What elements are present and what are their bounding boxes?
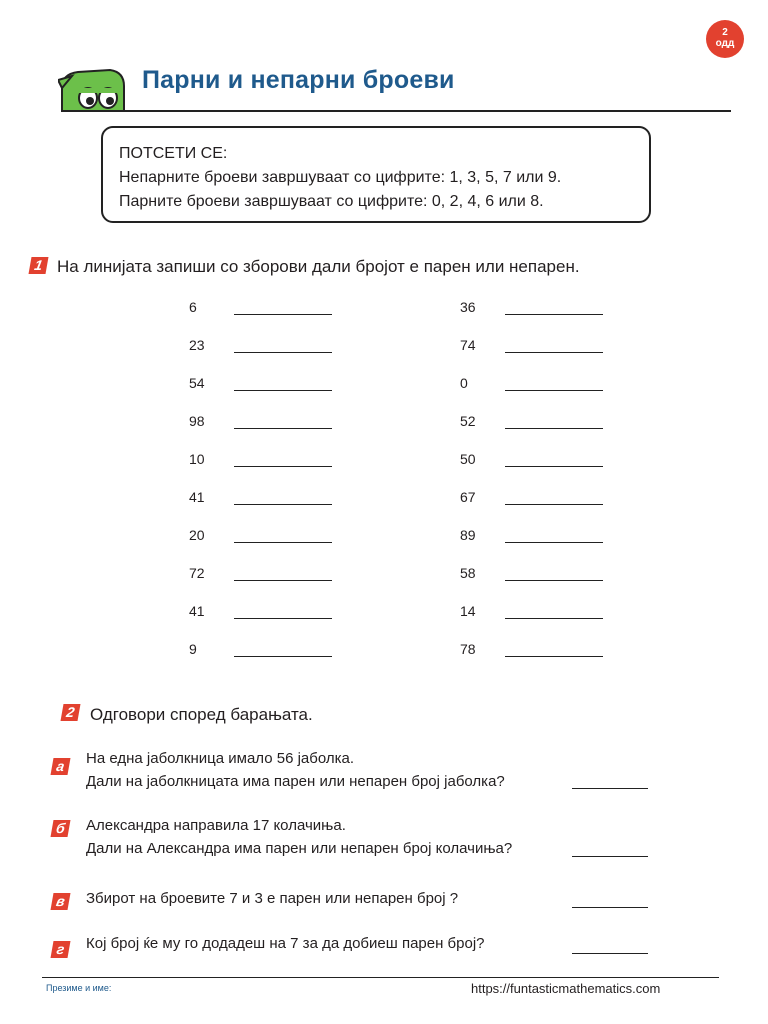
- answer-line-left-10[interactable]: [234, 656, 332, 657]
- number-left-7: 20: [189, 527, 205, 543]
- answer-line-right-2[interactable]: [505, 352, 603, 353]
- answer-line-left-9[interactable]: [234, 618, 332, 619]
- answer-line-left-6[interactable]: [234, 504, 332, 505]
- answer-line-left-7[interactable]: [234, 542, 332, 543]
- number-left-8: 72: [189, 565, 205, 581]
- answer-line-left-8[interactable]: [234, 580, 332, 581]
- footer-divider: [42, 977, 719, 978]
- item-v-text: Збирот на броевите 7 и 3 е парен или непарен број ?: [86, 890, 459, 907]
- item-a-text-2: Дали на јаболкницата има парен или непарен број јаболка?: [86, 773, 505, 790]
- answer-line-left-2[interactable]: [234, 352, 332, 353]
- number-left-1: 6: [189, 299, 197, 315]
- page-title: Парни и непарни броеви: [142, 66, 455, 94]
- number-right-3: 0: [460, 375, 468, 391]
- item-g-badge: г: [51, 941, 71, 958]
- answer-line-right-10[interactable]: [505, 656, 603, 657]
- answer-line-left-3[interactable]: [234, 390, 332, 391]
- number-left-3: 54: [189, 375, 205, 391]
- reminder-heading: ПОТСЕТИ СЕ:: [119, 145, 228, 162]
- item-a-text-1: На една јаболкница имало 56 јаболка.: [86, 750, 355, 767]
- item-b-answer-line[interactable]: [572, 856, 648, 857]
- footer-url[interactable]: https://funtasticmathematics.com: [471, 981, 661, 996]
- answer-line-right-1[interactable]: [505, 314, 603, 315]
- answer-line-right-6[interactable]: [505, 504, 603, 505]
- grade-label: одд: [715, 38, 735, 49]
- number-right-6: 67: [460, 489, 476, 505]
- number-right-9: 14: [460, 603, 476, 619]
- item-a-answer-line[interactable]: [572, 788, 648, 789]
- reminder-line-even: Парните броеви завршуваат со цифрите: 0, 2, 4, 6 или 8.: [119, 193, 544, 210]
- number-left-9: 41: [189, 603, 205, 619]
- grade-badge: [706, 20, 744, 58]
- answer-line-right-3[interactable]: [505, 390, 603, 391]
- item-b-badge: б: [51, 820, 71, 837]
- title-divider: [62, 110, 731, 112]
- footer-name-label: Презиме и име:: [46, 983, 112, 993]
- reminder-line-odd: Непарните броеви завршуваат со цифрите: 1, 3, 5, 7 или 9.: [119, 169, 562, 186]
- item-v-answer-line[interactable]: [572, 907, 648, 908]
- number-right-4: 52: [460, 413, 476, 429]
- answer-line-right-7[interactable]: [505, 542, 603, 543]
- task-2-instruction: Одговори според барањата.: [90, 705, 313, 724]
- task-1-badge: 1: [29, 257, 49, 274]
- number-right-10: 78: [460, 641, 476, 657]
- number-right-8: 58: [460, 565, 476, 581]
- item-a-badge: а: [51, 758, 71, 775]
- grade-number: 2: [722, 27, 728, 38]
- item-g-text: Кој број ќе му го додадеш на 7 за да добиеш парен број?: [86, 935, 485, 952]
- number-right-7: 89: [460, 527, 476, 543]
- number-right-2: 74: [460, 337, 476, 353]
- mascot-owl-icon: [58, 68, 128, 112]
- item-g-answer-line[interactable]: [572, 953, 648, 954]
- number-left-2: 23: [189, 337, 205, 353]
- answer-line-right-9[interactable]: [505, 618, 603, 619]
- item-b-text-2: Дали на Александра има парен или непарен број колачиња?: [86, 840, 513, 857]
- number-right-5: 50: [460, 451, 476, 467]
- reminder-box: [101, 126, 651, 223]
- answer-line-right-4[interactable]: [505, 428, 603, 429]
- answer-line-left-1[interactable]: [234, 314, 332, 315]
- number-right-1: 36: [460, 299, 476, 315]
- answer-line-right-5[interactable]: [505, 466, 603, 467]
- number-left-5: 10: [189, 451, 205, 467]
- item-b-text-1: Александра направила 17 колачиња.: [86, 817, 346, 834]
- task-2-badge: 2: [61, 704, 81, 721]
- task-1-instruction: На линијата запиши со зборови дали бројот е парен или непарен.: [57, 257, 580, 276]
- number-left-10: 9: [189, 641, 197, 657]
- answer-line-left-4[interactable]: [234, 428, 332, 429]
- answer-line-left-5[interactable]: [234, 466, 332, 467]
- number-left-6: 41: [189, 489, 205, 505]
- number-left-4: 98: [189, 413, 205, 429]
- answer-line-right-8[interactable]: [505, 580, 603, 581]
- item-v-badge: в: [51, 893, 71, 910]
